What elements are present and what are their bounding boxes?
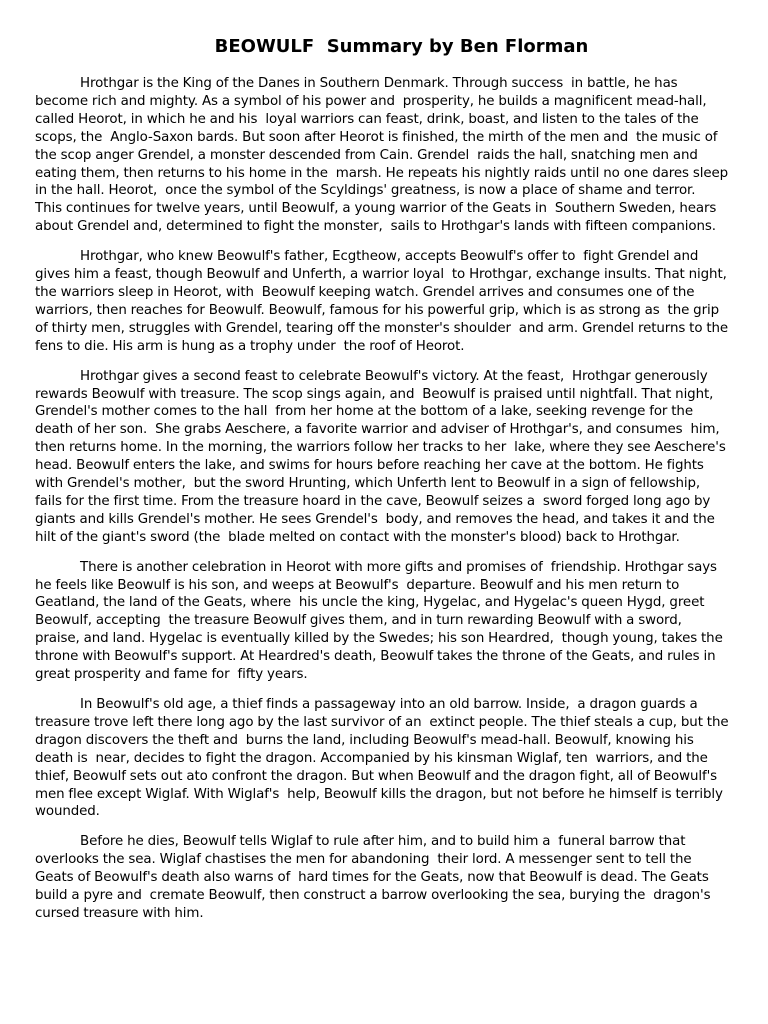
paragraph-6: Before he dies, Beowulf tells Wiglaf to rule after him, and to build him a funeral barrow that overlooks the sea. Wiglaf chastises the men for abandoning their lord. A messenger sent to tell the Geats of Beowulf's death also warns of hard times for the Geats, now that Beowulf is dead. The Geats build a pyre and cremate Beowulf, then construct a barrow overlooking the sea, burying the dragon's cursed treasure with him.	[35, 834, 715, 921]
paragraph-2: Hrothgar, who knew Beowulf's father, Ecgtheow, accepts Beowulf's offer to fight Grendel and gives him a feast, though Beowulf and Unferth, a warrior loyal to Hrothgar, exchange insults. That night, the warriors sleep in Heorot, with Beowulf keeping watch. Grendel arrives and consumes one of the warriors, then reaches for Beowulf. Beowulf, famous for his powerful grip, which is as strong as the grip of thirty men, struggles with Grendel, tearing off the monster's shoulder and arm. Grendel returns to the fens to die. His arm is hung as a trophy under the roof of Heorot.	[35, 249, 733, 354]
paragraph-3: Hrothgar gives a second feast to celebrate Beowulf's victory. At the feast, Hrothgar generously rewards Beowulf with treasure. The scop sings again, and Beowulf is praised until nightfall. That night, Grendel's mother comes to the hall from her home at the bottom of a lake, seeking revenge for the death of her son. She grabs Aeschere, a favorite warrior and adviser of Hrothgar's, and consumes him, then returns home. In the morning, the warriors follow her tracks to her lake, where they see Aeschere's head. Beowulf enters the lake, and swims for hours before reaching her cave at the bottom. He fights with Grendel's mother, but the sword Hrunting, which Unferth lent to Beowulf in a sign of fellowship, fails for the first time. From the treasure hoard in the cave, Beowulf seizes a sword forged long ago by giants and kills Grendel's mother. He sees Grendel's body, and removes the head, and takes it and the hilt of the giant's sword (the blade melted on contact with the monster's blood) back to Hrothgar.	[35, 368, 730, 545]
paragraph-4: There is another celebration in Heorot with more gifts and promises of friendship. Hrothgar says he feels like Beowulf is his son, and weeps at Beowulf's departure. Beowulf and his men return to Geatland, the land of the Geats, where his uncle the king, Hygelac, and Hygelac's queen Hygd, greet Beowulf, accepting the treasure Beowulf gives them, and in turn rewarding Beowulf with a sword, praise, and land. Hygelac is eventually killed by the Swedes; his son Heardred, though young, takes the throne with Beowulf's support. At Heardred's death, Beowulf takes the throne of the Geats, and rules in great prosperity and fame for fifty years.	[35, 559, 727, 683]
document-title: BEOWULF Summary by Ben Florman	[214, 36, 589, 57]
document-body	[35, 75, 733, 935]
paragraph-1: Hrothgar is the King of the Danes in Southern Denmark. Through success in battle, he has become rich and mighty. As a symbol of his power and prosperity, he builds a magnificent mead-hall, called Heorot, in which he and his loyal warriors can feast, drink, boast, and listen to the tales of the scops, the Anglo-Saxon bards. But soon after Heorot is finished, the mirth of the men and the music of the scop anger Grendel, a monster descended from Cain. Grendel raids the hall, snatching men and eating them, then returns to his home in the marsh. He repeats his nightly raids until no one dares sleep in the hall. Heorot, once the symbol of the Scyldings' greatness, is now a place of shame and terror. This continues for twelve years, until Beowulf, a young warrior of the Geats in Southern Sweden, hears about Grendel and, determined to fight the monster, sails to Hrothgar's lands with fifteen companions.	[35, 76, 732, 235]
paragraph-5: In Beowulf's old age, a thief finds a passageway into an old barrow. Inside, a dragon guards a treasure trove left there long ago by the last survivor of an extinct people. The thief steals a cup, but the dragon discovers the theft and burns the land, including Beowulf's mead-hall. Beowulf, knowing his death is near, decides to fight the dragon. Accompanied by his kinsman Wiglaf, ten warriors, and the thief, Beowulf sets out ato confront the dragon. But when Beowulf and the dragon fight, all of Beowulf's men flee except Wiglaf. With Wiglaf's help, Beowulf kills the dragon, but not before he himself is terribly wounded.	[35, 697, 733, 820]
